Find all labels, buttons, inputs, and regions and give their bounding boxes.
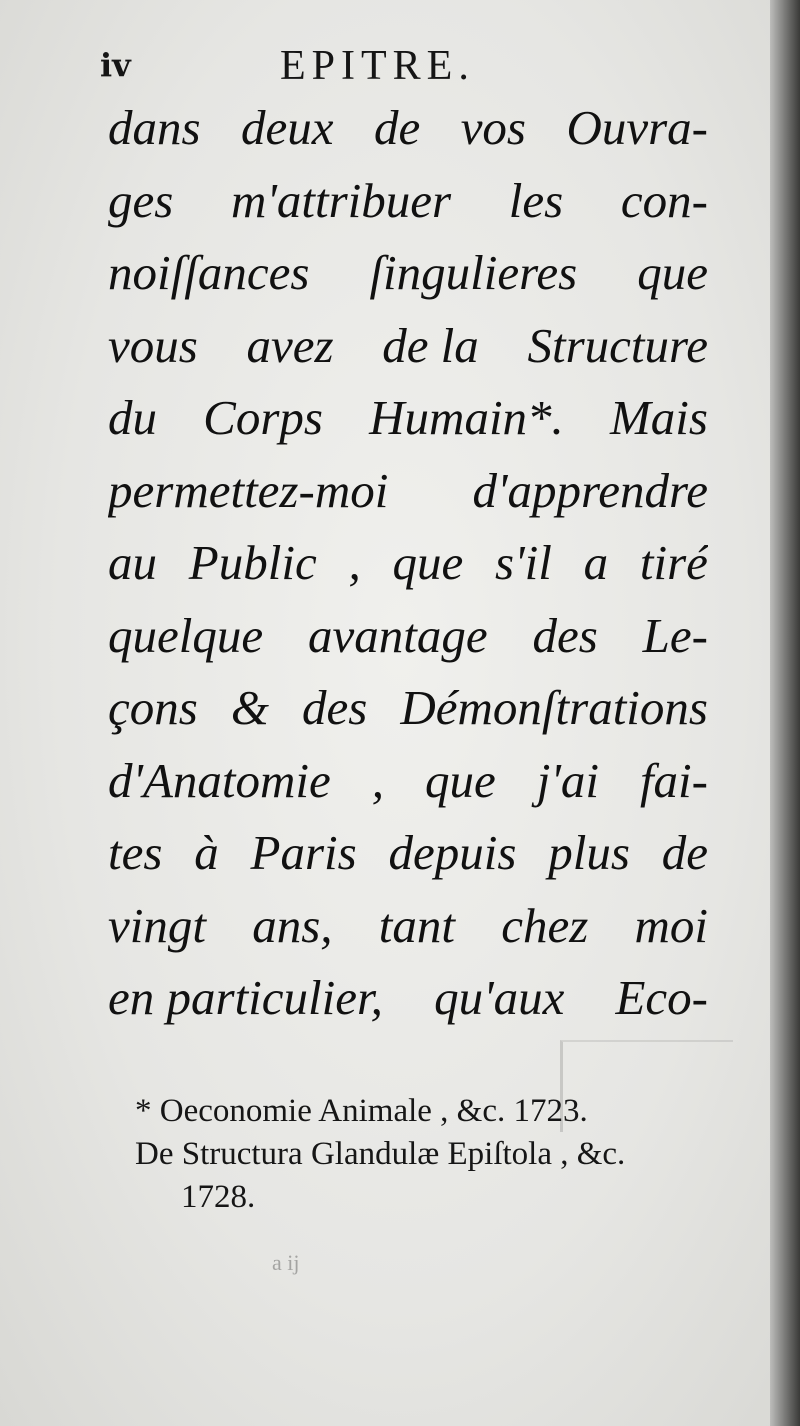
word: noiſſances bbox=[108, 245, 310, 300]
word: vos bbox=[460, 100, 527, 155]
word: les bbox=[508, 172, 564, 228]
word: j'ai bbox=[536, 752, 599, 808]
word: des bbox=[532, 607, 598, 663]
word: de bbox=[661, 825, 708, 880]
word: Corps bbox=[203, 390, 323, 445]
word: & bbox=[230, 680, 269, 735]
text-line bbox=[108, 962, 708, 1035]
text-line bbox=[108, 165, 708, 238]
word: que bbox=[392, 535, 464, 590]
text-line bbox=[108, 745, 708, 818]
text-line bbox=[108, 817, 708, 890]
word: que bbox=[425, 752, 496, 808]
footnote-line: * Oeconomie Animale , &c. 1723. bbox=[135, 1093, 588, 1129]
text-line bbox=[108, 92, 708, 165]
word: s'il bbox=[495, 535, 552, 590]
word: , bbox=[371, 752, 385, 808]
page-edge-shadow bbox=[770, 0, 800, 1426]
word: çons bbox=[108, 680, 198, 735]
word: vingt bbox=[108, 897, 206, 953]
word: Démonſtrations bbox=[400, 680, 708, 735]
word: Mais bbox=[609, 390, 708, 445]
body-text bbox=[108, 92, 708, 1035]
word: chez bbox=[501, 897, 589, 953]
word: fai- bbox=[639, 752, 708, 808]
word: d'apprendre bbox=[472, 462, 708, 518]
word: de la bbox=[382, 317, 479, 373]
word: quelque bbox=[108, 607, 264, 663]
word: tant bbox=[378, 897, 455, 953]
page-number: iv bbox=[100, 46, 131, 84]
word: Le- bbox=[642, 607, 708, 663]
text-line bbox=[108, 890, 708, 963]
word: Paris bbox=[250, 825, 357, 880]
word: ans, bbox=[252, 897, 333, 953]
page-header bbox=[100, 38, 700, 98]
word: ſingulieres bbox=[369, 245, 578, 300]
word: des bbox=[302, 680, 368, 735]
word: avez bbox=[246, 317, 334, 373]
text-line bbox=[108, 310, 708, 383]
word: ges bbox=[108, 172, 174, 228]
word: permettez-moi bbox=[108, 462, 389, 518]
word: à bbox=[194, 825, 219, 880]
word: du bbox=[108, 390, 157, 445]
word: plus bbox=[548, 825, 630, 880]
word: a bbox=[583, 535, 609, 590]
word: avantage bbox=[307, 607, 488, 663]
word: dans bbox=[108, 100, 201, 155]
word: Public bbox=[188, 535, 317, 590]
word: tiré bbox=[639, 535, 708, 590]
word: m'attribuer bbox=[231, 172, 452, 228]
word: de bbox=[373, 100, 421, 155]
word: Eco- bbox=[615, 970, 708, 1025]
word: depuis bbox=[388, 825, 517, 880]
word: d'Anatomie bbox=[108, 752, 331, 808]
text-line bbox=[108, 382, 708, 455]
footnote bbox=[135, 1090, 705, 1219]
word: Ouvra- bbox=[566, 100, 708, 155]
text-line bbox=[108, 455, 708, 528]
text-line bbox=[108, 672, 708, 745]
word: que bbox=[637, 245, 708, 300]
footnote-line: 1728. bbox=[181, 1179, 256, 1215]
footnote-line: De Structura Glandulæ Epiſtola , &c. bbox=[135, 1136, 626, 1172]
word: vous bbox=[108, 317, 198, 373]
text-line bbox=[108, 600, 708, 673]
signature-mark: a ij bbox=[272, 1250, 300, 1275]
text-line bbox=[108, 237, 708, 310]
word: deux bbox=[241, 100, 334, 155]
running-head: EPITRE. bbox=[280, 43, 475, 89]
word: au bbox=[108, 535, 157, 590]
word: , bbox=[348, 535, 361, 590]
word: en particulier, bbox=[108, 970, 383, 1025]
word: qu'aux bbox=[434, 970, 565, 1025]
word: moi bbox=[634, 897, 708, 953]
text-line bbox=[108, 527, 708, 600]
word: tes bbox=[108, 825, 163, 880]
word: Structure bbox=[527, 317, 708, 373]
word: Humain*. bbox=[369, 390, 564, 445]
word: con- bbox=[620, 172, 708, 228]
